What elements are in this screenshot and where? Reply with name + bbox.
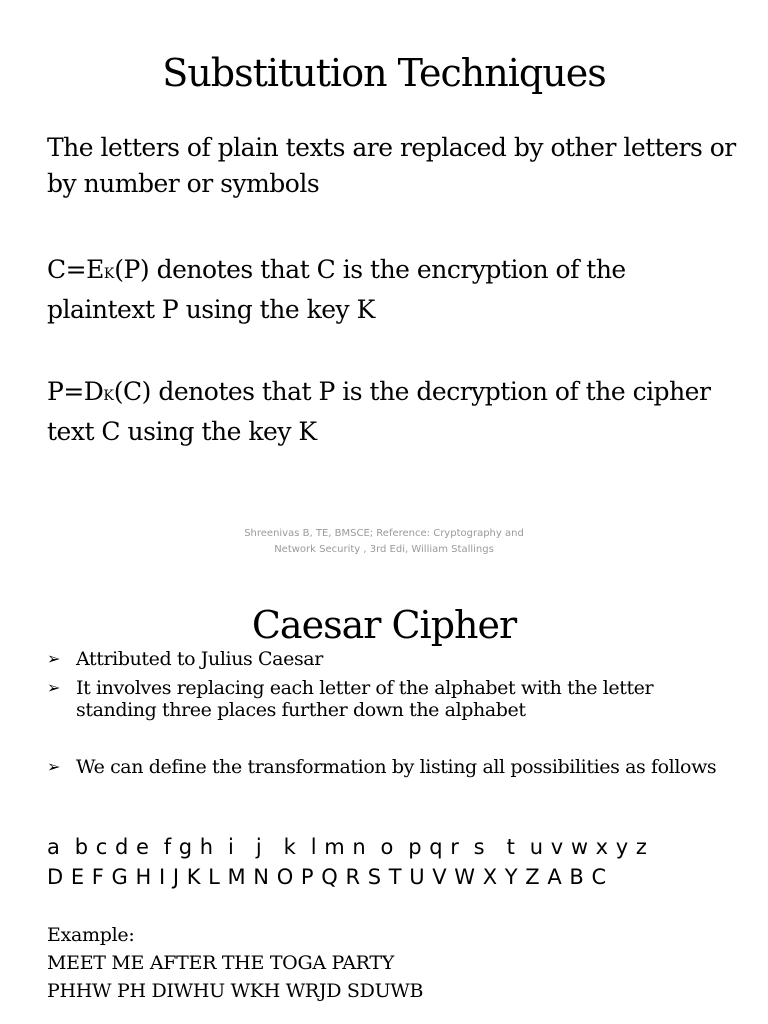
decryption-definition: [47, 374, 737, 450]
bullet-text: It involves replacing each letter of the alphabet with the letter standing three places further down the alphabet: [76, 677, 654, 721]
arrow-bullet-icon: ➢: [47, 678, 61, 697]
reference-footer: Shreenivas B, TE, BMSCE; Reference: Cryptography and Network Security , 3rd Edi, William Stallings: [244, 528, 524, 555]
plain-alphabet: a b c d e f g h i j k l m n o p q r s t u v w x y z: [47, 835, 648, 859]
encryption-key-subscript: K: [103, 266, 115, 282]
bullet-item: [47, 677, 737, 721]
arrow-bullet-icon: ➢: [47, 649, 61, 668]
slide-title: Substitution Techniques: [162, 51, 606, 95]
arrow-bullet-icon: ➢: [47, 757, 61, 776]
encryption-formula-prefix: C=E: [47, 255, 104, 284]
bullet-text: We can define the transformation by listing all possibilities as follows: [76, 756, 717, 778]
cipher-alphabet: D E F G H I J K L M N O P Q R S T U V W X Y Z A B C: [47, 865, 607, 889]
decryption-formula-prefix: P=D: [47, 377, 104, 406]
decryption-key-subscript: K: [103, 388, 114, 404]
bullet-item: [47, 756, 737, 778]
caesar-cipher-title: Caesar Cipher: [251, 603, 517, 647]
decryption-formula-text: (C) denotes that P is the decryption of the cipher text C using the key K: [47, 377, 711, 446]
intro-paragraph: The letters of plain texts are replaced by other letters or by number or symbols: [47, 133, 736, 198]
example-plaintext: MEET ME AFTER THE TOGA PARTY: [47, 952, 394, 974]
bullet-item: [47, 648, 737, 670]
encryption-definition: [47, 252, 737, 328]
encryption-formula-text: (P) denotes that C is the encryption of the plaintext P using the key K: [47, 255, 626, 324]
example-ciphertext: PHHW PH DIWHU WKH WRJD SDUWB: [47, 980, 424, 1002]
bullet-text: Attributed to Julius Caesar: [76, 648, 323, 670]
example-label: Example:: [47, 924, 135, 946]
